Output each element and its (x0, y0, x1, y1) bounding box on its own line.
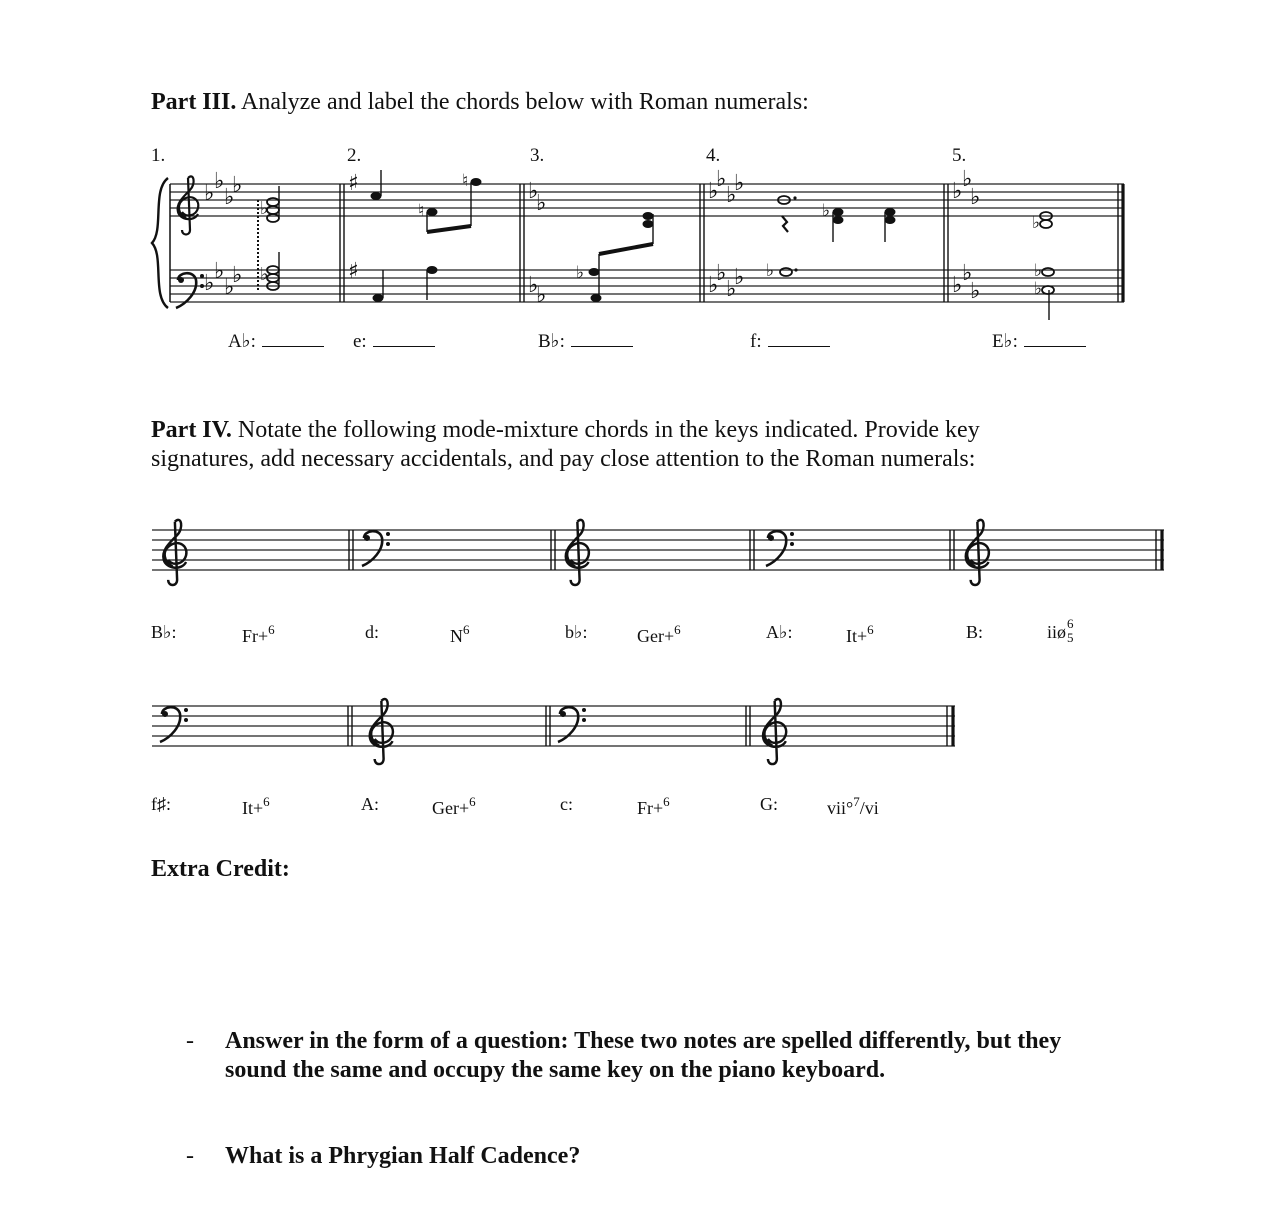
svg-text:♭: ♭ (970, 185, 981, 210)
svg-text:♮: ♮ (418, 201, 425, 221)
numeral-text: Ger+ (432, 798, 470, 818)
svg-text:♭: ♭ (734, 265, 745, 290)
key-name: f: (750, 331, 762, 352)
bass-clef-icon (362, 531, 390, 566)
svg-text:♭: ♭ (260, 198, 269, 219)
svg-text:♭: ♭ (204, 181, 215, 206)
svg-text:♭: ♭ (1034, 279, 1043, 299)
svg-text:♭: ♭ (726, 277, 737, 302)
svg-text:♭: ♭ (766, 261, 775, 281)
numeral-figure: 6 (268, 622, 275, 637)
part3-title-bold: Part III. (151, 89, 237, 115)
extra-question-line: What is a Phrygian Half Cadence? (225, 1143, 581, 1169)
exercise-number: 1. (151, 145, 166, 166)
numeral-figure: 6 (469, 794, 476, 809)
numeral-figure: 7 (853, 794, 860, 809)
numeral-figure-lower: 5 (1067, 630, 1074, 645)
svg-text:♭: ♭ (1032, 213, 1041, 233)
svg-text:♭: ♭ (726, 183, 737, 208)
svg-text:♭: ♭ (708, 179, 719, 204)
svg-text:♭: ♭ (232, 263, 243, 288)
bass-clef-icon (766, 531, 794, 566)
svg-text:♭: ♭ (734, 171, 745, 196)
bullet-dash: - (186, 1143, 194, 1169)
svg-text:♭: ♭ (224, 185, 235, 210)
treble-clef-icon (178, 176, 199, 234)
exercise-number: 2. (347, 145, 362, 166)
part3-grand-staff (152, 167, 1124, 320)
chord-key: G: (760, 794, 778, 814)
chord-key: B: (966, 622, 984, 642)
chord-key: b♭: (565, 622, 588, 642)
svg-text:♭: ♭ (528, 179, 539, 204)
svg-text:♭: ♭ (716, 167, 727, 192)
chord-key: A♭: (766, 622, 793, 642)
svg-text:♭: ♭ (952, 179, 963, 204)
extra-question-line: Answer in the form of a question: These two notes are spelled differently, but they (225, 1028, 1062, 1054)
chord-key: A: (361, 794, 379, 814)
svg-text:♮: ♮ (462, 171, 469, 191)
chord-key: B♭: (151, 622, 177, 642)
brace (152, 178, 168, 308)
extra-question-line: sound the same and occupy the same key on the piano keyboard. (225, 1057, 886, 1083)
numeral-figure: 6 (463, 622, 470, 637)
svg-text:♭: ♭ (962, 261, 973, 286)
exercise-number: 4. (706, 145, 721, 166)
svg-text:♭: ♭ (214, 259, 225, 284)
part4-title-text: Notate the following mode-mixture chords in the keys indicated. Provide key (231, 417, 980, 443)
numeral-applied: /vi (859, 798, 879, 818)
svg-text:♭: ♭ (970, 279, 981, 304)
numeral-text: Fr+ (637, 798, 664, 818)
svg-text:♭: ♭ (536, 283, 547, 308)
numeral-figure: 6 (674, 622, 681, 637)
part4-heading-line2: signatures, add necessary accidentals, and pay close attention to the Roman numerals: (151, 446, 976, 472)
svg-text:♭: ♭ (528, 273, 539, 298)
chord-key: f♯: (151, 794, 171, 814)
treble-clef-icon (370, 699, 393, 764)
chord-key: d: (365, 622, 380, 642)
key-name: E♭: (992, 331, 1018, 352)
numeral-figure: 6 (663, 794, 670, 809)
part4-title-bold: Part IV. (151, 417, 232, 443)
numeral-text: Fr+ (242, 626, 269, 646)
svg-text:♯: ♯ (348, 171, 359, 196)
numeral-figure: 6 (263, 794, 270, 809)
svg-text:♭: ♭ (708, 273, 719, 298)
svg-text:♭: ♭ (204, 271, 215, 296)
svg-text:♭: ♭ (224, 275, 235, 300)
chord-key: c: (560, 794, 573, 814)
part3-title-text: Analyze and label the chords below with Roman numerals: (236, 89, 809, 115)
svg-text:♭: ♭ (822, 201, 831, 221)
svg-text:♭: ♭ (716, 261, 727, 286)
svg-text:♭: ♭ (576, 263, 585, 283)
numeral-text: N (450, 626, 463, 646)
key-name: A♭: (228, 331, 256, 352)
extra-credit-title: Extra Credit: (151, 856, 290, 882)
exercise-number: 5. (952, 145, 967, 166)
part4-staff-row1 (152, 520, 1164, 585)
svg-text:♭: ♭ (232, 173, 243, 198)
svg-text:♭: ♭ (952, 273, 963, 298)
svg-text:♭: ♭ (1034, 261, 1043, 281)
svg-text:♯: ♯ (348, 259, 359, 284)
exercise-number: 3. (530, 145, 545, 166)
numeral-text: It+ (846, 626, 868, 646)
svg-text:♭: ♭ (214, 169, 225, 194)
numeral-figure: 6 (1067, 616, 1074, 631)
numeral-text: iiø (1047, 622, 1067, 642)
bullet-dash: - (186, 1028, 194, 1054)
svg-text:♭: ♭ (536, 191, 547, 216)
key-name: B♭: (538, 331, 565, 352)
bass-clef-icon (558, 707, 586, 742)
numeral-text: vii° (827, 798, 854, 818)
numeral-figure: 6 (867, 622, 874, 637)
svg-text:♭: ♭ (260, 264, 269, 285)
numeral-text: It+ (242, 798, 264, 818)
treble-clef-icon (763, 699, 786, 764)
svg-text:♭: ♭ (962, 167, 973, 192)
bass-clef-icon (160, 707, 188, 742)
part4-staff-row2 (152, 699, 955, 764)
key-name: e: (353, 331, 367, 352)
numeral-text: Ger+ (637, 626, 675, 646)
